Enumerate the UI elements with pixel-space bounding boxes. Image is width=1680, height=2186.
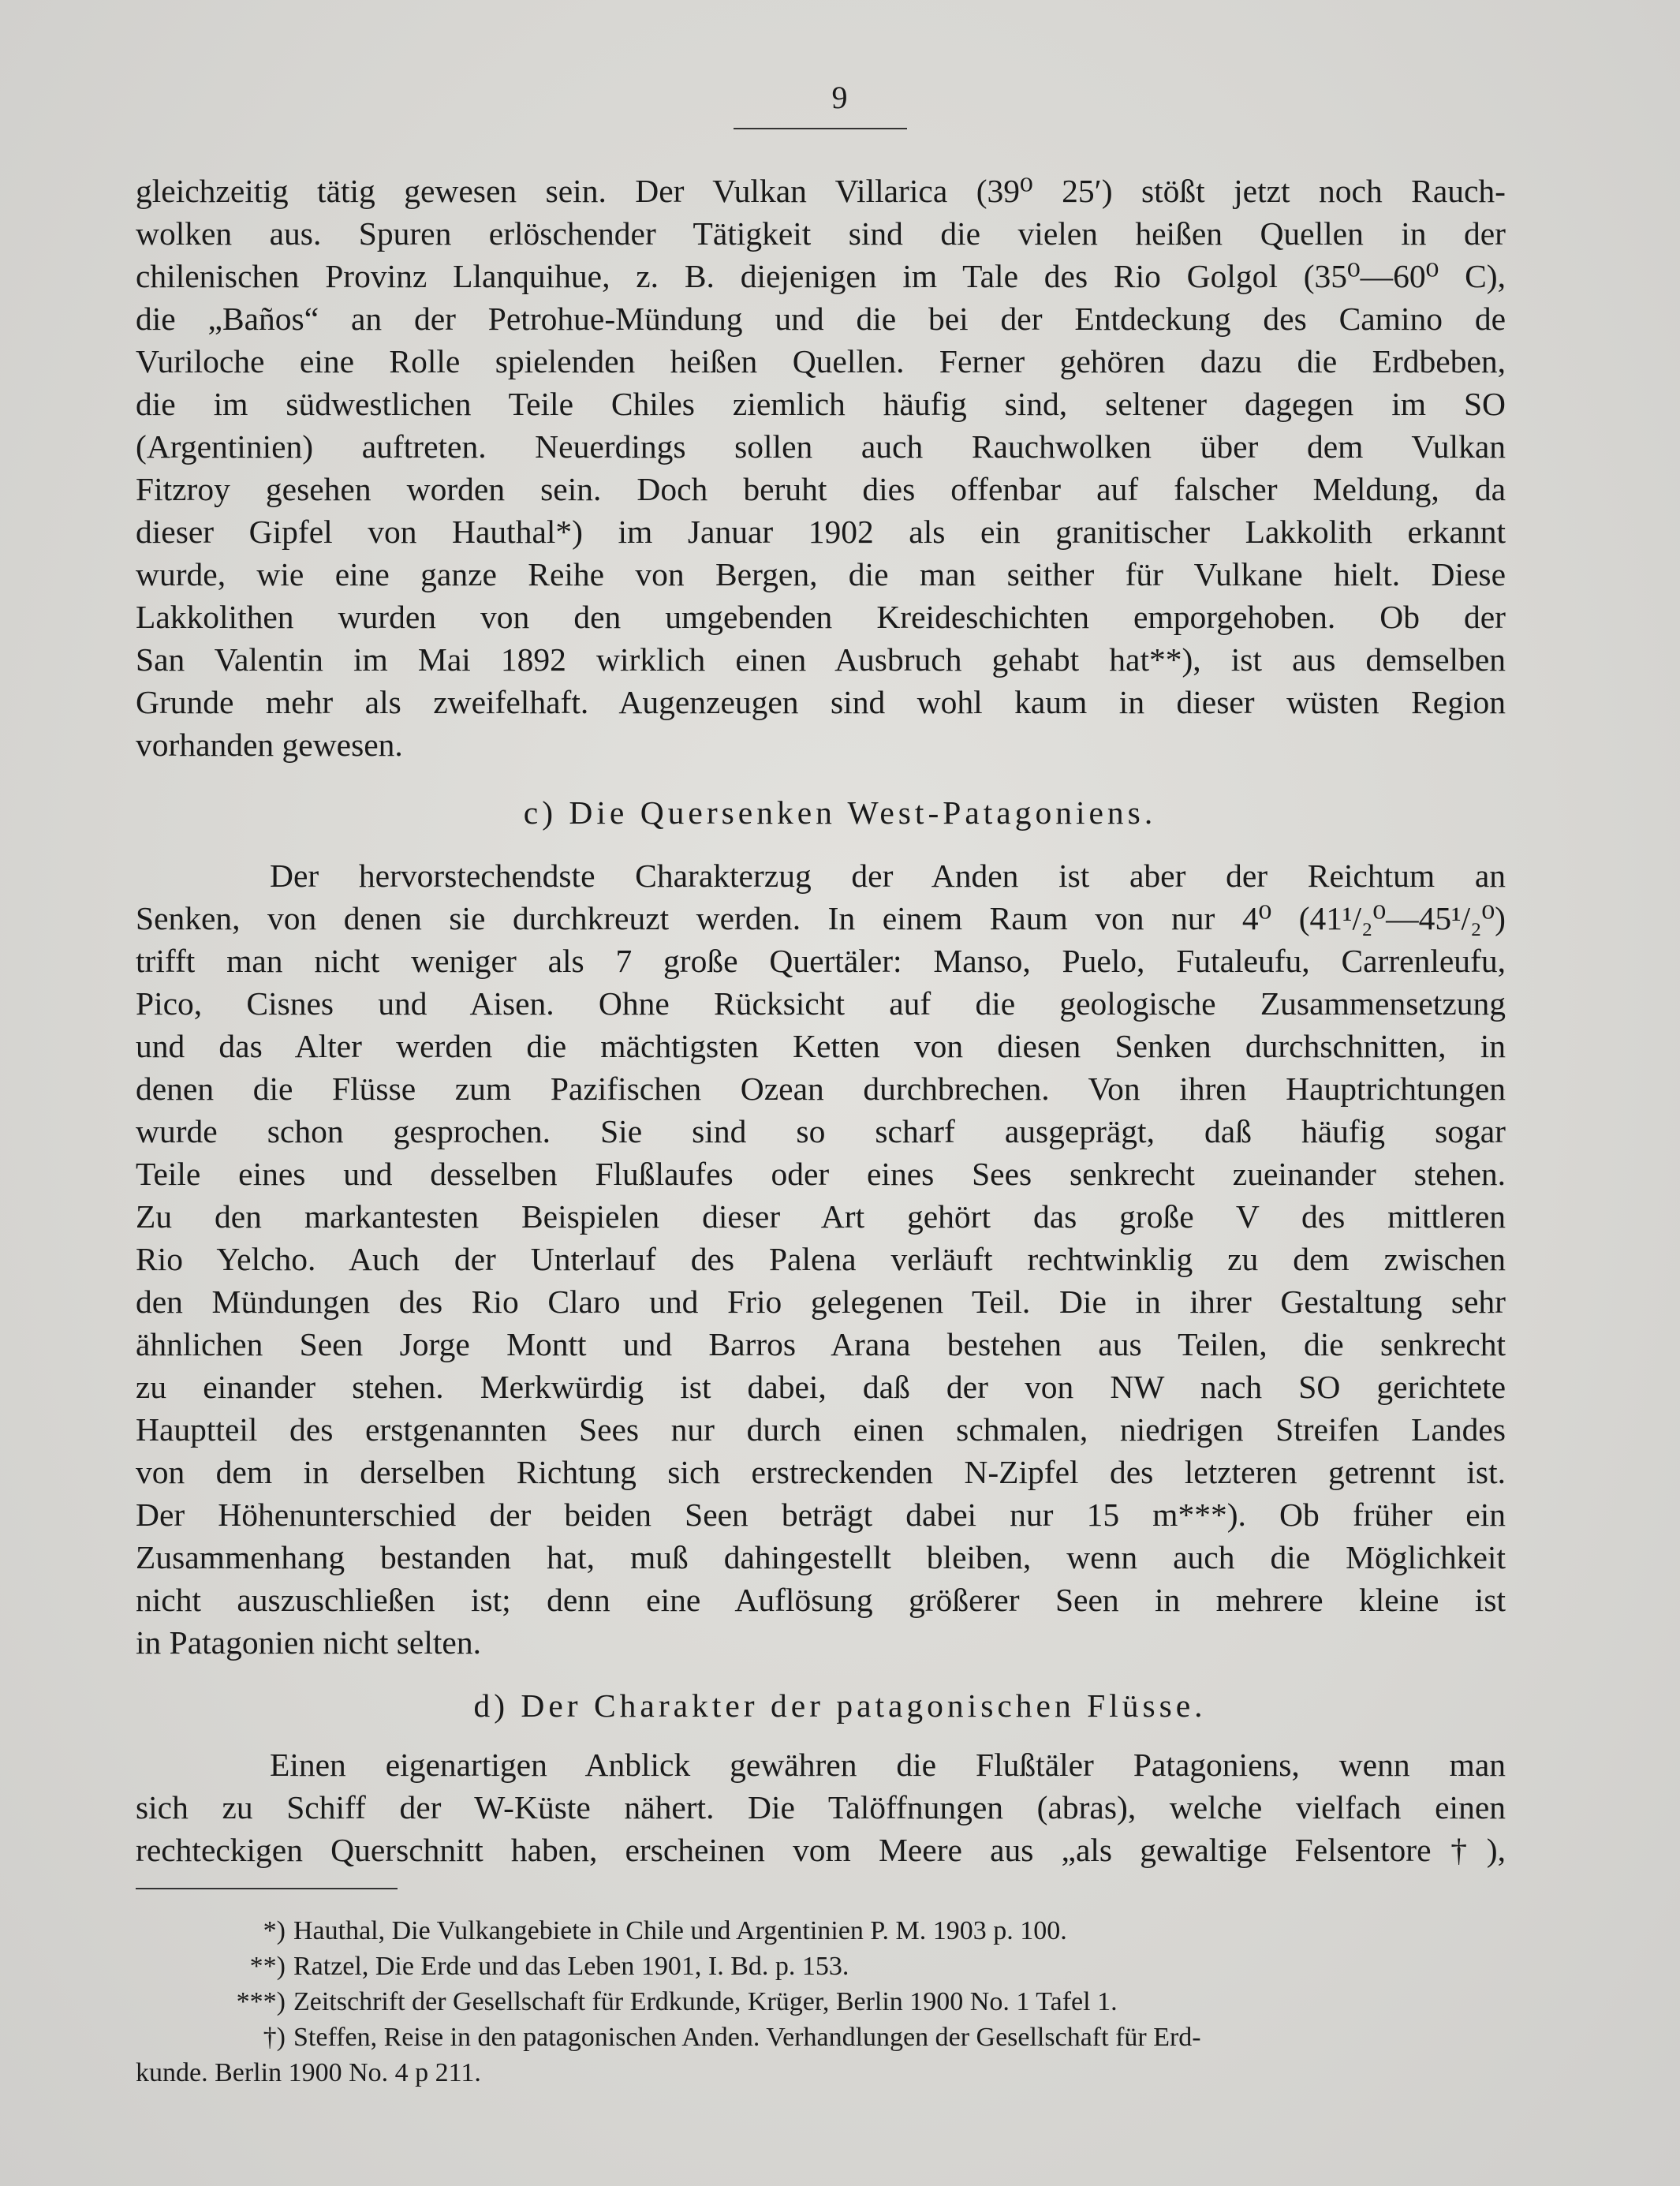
footnote xyxy=(136,2020,1506,2055)
footnote xyxy=(136,1913,1506,1949)
text-line: in Patagonien nicht selten. xyxy=(136,1624,481,1661)
text-line: wolken aus. Spuren erlöschender Tätigkeit sind die vielen heißen Quellen in der xyxy=(136,215,1506,252)
text-line: denen die Flüsse zum Pazifischen Ozean durchbrechen. Von ihren Hauptrichtungen xyxy=(136,1071,1506,1107)
footnote-marker: †) xyxy=(263,2023,286,2052)
footnote-text: Zeitschrift der Gesellschaft für Erdkunde, Krüger, Berlin 1900 No. 1 Tafel 1. xyxy=(293,1987,1118,2016)
footnote-continuation: kunde. Berlin 1900 No. 4 p 211. xyxy=(136,2058,481,2087)
text-line: ähnlichen Seen Jorge Montt und Barros Arana bestehen aus Teilen, die senkrecht xyxy=(136,1326,1506,1362)
text-line: Teile eines und desselben Flußlaufes oder eines Sees senkrecht zueinander stehen. xyxy=(136,1156,1506,1192)
text-line: San Valentin im Mai 1892 wirklich einen Ausbruch gehabt hat**), ist aus demselben xyxy=(136,641,1506,678)
text-line: und das Alter werden die mächtigsten Ketten von diesen Senken durchschnitten, in xyxy=(136,1028,1506,1064)
footnote-marker: **) xyxy=(249,1952,286,1981)
footnote-text: Steffen, Reise in den patagonischen Anden. Verhandlungen der Gesellschaft für Erd- xyxy=(293,2023,1201,2052)
text-line: Lakkolithen wurden von den umgebenden Kreideschichten emporgehoben. Ob der xyxy=(136,599,1506,635)
paragraph-volcanic-activity xyxy=(136,170,1506,766)
text-line: Rio Yelcho. Auch der Unterlauf des Palena verläuft rechtwinklig zu dem zwischen xyxy=(136,1241,1506,1277)
page-number: 9 xyxy=(831,80,849,115)
text-line: Fitzroy gesehen worden sein. Doch beruht dies offenbar auf falscher Meldung, da xyxy=(136,471,1506,507)
footnote-text: Ratzel, Die Erde und das Leben 1901, I. Bd. p. 153. xyxy=(293,1952,849,1981)
text-line: die „Baños“ an der Petrohue-Mündung und die bei der Entdeckung des Camino de xyxy=(136,301,1506,337)
text-line: Hauptteil des erstgenannten Sees nur durch einen schmalen, niedrigen Streifen Landes xyxy=(136,1411,1506,1448)
text-line: Zu den markantesten Beispielen dieser Art gehört das große V des mittleren xyxy=(136,1198,1506,1235)
text-line: Senken, von denen sie durchkreuzt werden. In einem Raum von nur 4⁰ (41¹/₂⁰—45¹/₂⁰) xyxy=(136,900,1506,936)
text-line: von dem in derselben Richtung sich erstreckenden N-Zipfel des letzteren getrennt ist. xyxy=(136,1454,1506,1490)
text-line: Einen eigenartigen Anblick gewähren die Flußtäler Patagoniens, wenn man xyxy=(270,1747,1506,1783)
text-line: gleichzeitig tätig gewesen sein. Der Vulkan Villarica (39⁰ 25′) stößt jetzt noch Rauch- xyxy=(136,173,1506,209)
text-line: den Mündungen des Rio Claro und Frio gelegenen Teil. Die in ihrer Gestaltung sehr xyxy=(136,1284,1506,1320)
text-line: wurde, wie eine ganze Reihe von Bergen, die man seither für Vulkane hielt. Diese xyxy=(136,556,1506,592)
text-line: zu einander stehen. Merkwürdig ist dabei, daß der von NW nach SO gerichtete xyxy=(136,1369,1506,1405)
text-line: sich zu Schiff der W-Küste nähert. Die Talöffnungen (abras), welche vielfach einen xyxy=(136,1789,1506,1825)
text-line: nicht auszuschließen ist; denn eine Auflösung größerer Seen in mehrere kleine ist xyxy=(136,1582,1506,1618)
text-line: Der hervorstechendste Charakterzug der Anden ist aber der Reichtum an xyxy=(270,858,1506,894)
text-line: (Argentinien) auftreten. Neuerdings sollen auch Rauchwolken über dem Vulkan xyxy=(136,428,1506,465)
text-line: wurde schon gesprochen. Sie sind so scharf ausgeprägt, daß häufig sogar xyxy=(136,1113,1506,1149)
section-heading-quersenken: c) Die Quersenken West-Patagoniens. xyxy=(523,794,1157,831)
footnote-text: Hauthal, Die Vulkangebiete in Chile und Argentinien P. M. 1903 p. 100. xyxy=(293,1916,1067,1945)
text-line: Zusammenhang bestanden hat, muß dahingestellt bleiben, wenn auch die Möglichkeit xyxy=(136,1539,1506,1575)
text-line: vorhanden gewesen. xyxy=(136,727,403,763)
footnote-marker: *) xyxy=(263,1916,286,1945)
text-line: trifft man nicht weniger als 7 große Quertäler: Manso, Puelo, Futaleufu, Carrenleufu, xyxy=(136,943,1506,979)
footnote xyxy=(136,1984,1506,2020)
paragraph-quersenken xyxy=(136,854,1506,1664)
text-line: die im südwestlichen Teile Chiles ziemlich häufig sind, seltener dagegen im SO xyxy=(136,386,1506,422)
section-heading-fluesse: d) Der Charakter der patagonischen Flüsse. xyxy=(473,1687,1207,1724)
footnote xyxy=(136,1949,1506,1984)
text-line: chilenischen Provinz Llanquihue, z. B. diejenigen im Tale des Rio Golgol (35⁰—60⁰ C), xyxy=(136,258,1506,294)
text-line: Der Höhenunterschied der beiden Seen beträgt dabei nur 15 m***). Ob früher ein xyxy=(136,1497,1506,1533)
footnotes xyxy=(136,1913,1506,2091)
text-line: Pico, Cisnes und Aisen. Ohne Rücksicht auf die geologische Zusammensetzung xyxy=(136,985,1506,1022)
footnote-separator xyxy=(136,1888,398,1889)
footnote-marker: ***) xyxy=(236,1987,286,2016)
text-line: rechteckigen Querschnitt haben, erscheinen vom Meere aus „als gewaltige Felsentore†), xyxy=(136,1832,1506,1868)
text-line: Vuriloche eine Rolle spielenden heißen Quellen. Ferner gehören dazu die Erdbeben, xyxy=(136,343,1506,379)
paragraph-fluesse xyxy=(136,1743,1506,1871)
text-line: dieser Gipfel von Hauthal*) im Januar 1902 als ein granitischer Lakkolith erkannt xyxy=(136,514,1506,550)
text-line: Grunde mehr als zweifelhaft. Augenzeugen sind wohl kaum in dieser wüsten Region xyxy=(136,684,1506,720)
page-number-rule xyxy=(734,128,907,129)
